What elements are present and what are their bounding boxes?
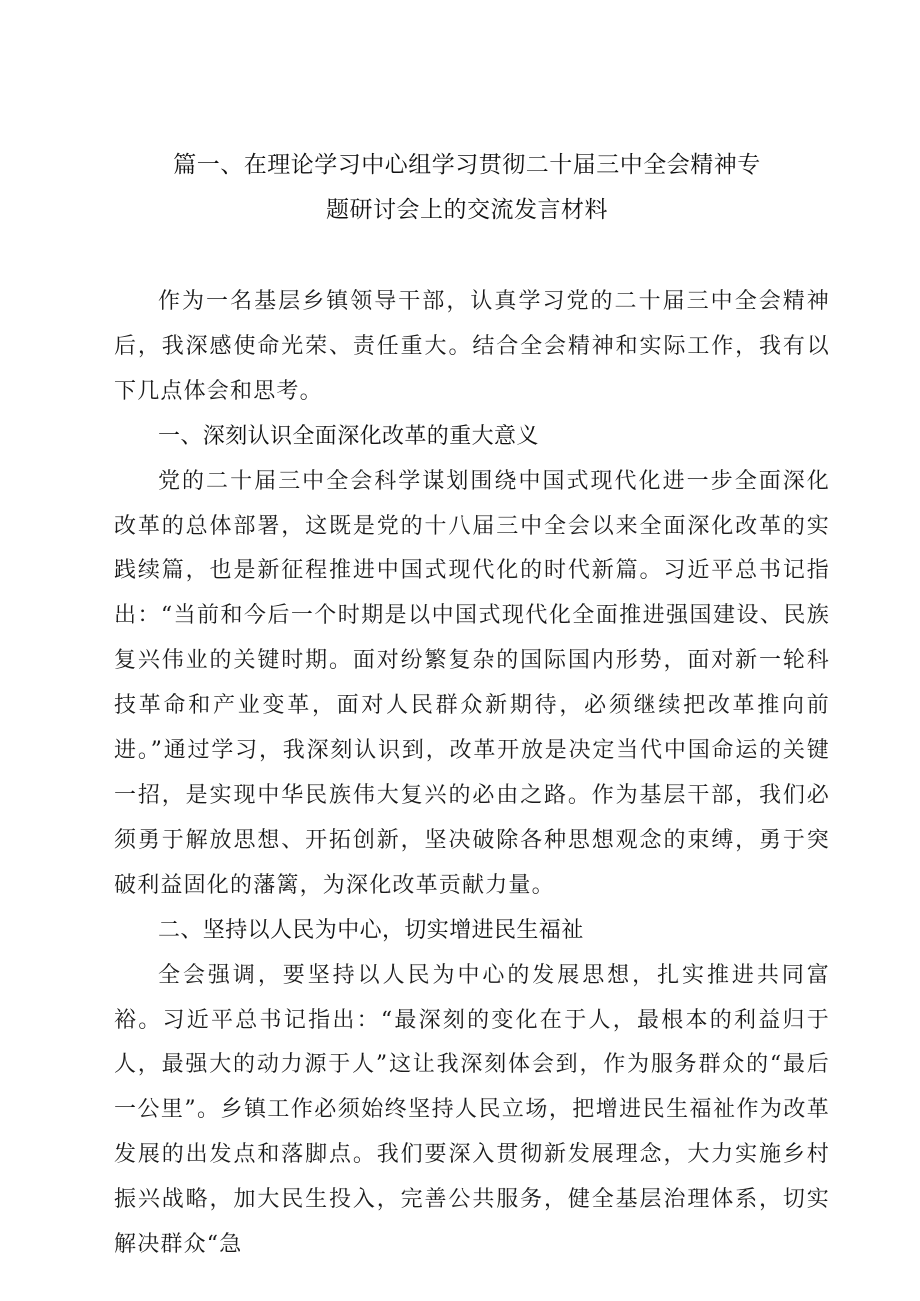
section-1-heading: 一、深刻认识全面深化改革的重大意义 — [158, 423, 539, 449]
section-2-paragraph: 全会强调，要坚持以人民为中心的发展思想，扎实推进共同富裕。习近平总书记指出：“最深刻的变化在于人，最根本的利益归于人，最强大的动力源于人”这让我深刻体会到，作为服务群众的“最后一公里”。乡镇工作必须始终坚持人民立场，把增进民生福祉作为改革发展的出发点和落脚点。我们要深入贯彻新发展理念，大力实施乡村振兴战略，加大民生投入，完善公共服务，健全基层治理体系，切实解决群众“急 — [114, 962, 830, 1258]
section-2-heading: 二、坚持以人民为中心，切实增进民生福祉 — [158, 917, 584, 943]
document-body — [114, 280, 830, 1268]
intro-paragraph: 作为一名基层乡镇领导干部，认真学习党的二十届三中全会精神后，我深感使命光荣、责任重大。结合全会精神和实际工作，我有以下几点体会和思考。 — [114, 289, 830, 404]
document-title-line-1: 篇一、在理论学习中心组学习贯彻二十届三中全会精神专 — [173, 152, 761, 178]
section-1-paragraph: 党的二十届三中全会科学谋划围绕中国式现代化进一步全面深化改革的总体部署，这既是党的十八届三中全会以来全面深化改革的实践续篇，也是新征程推进中国式现代化的时代新篇。习近平总书记指出：“当前和今后一个时期是以中国式现代化全面推进强国建设、民族复兴伟业的关键时期。面对纷繁复杂的国际国内形势，面对新一轮科技革命和产业变革，面对人民群众新期待，必须继续把改革推向前进。”通过学习，我深刻认识到，改革开放是决定当代中国命运的关键一招，是实现中华民族伟大复兴的必由之路。作为基层干部，我们必须勇于解放思想、开拓创新，坚决破除各种思想观念的束缚，勇于突破利益固化的藩篱，为深化改革贡献力量。 — [114, 468, 830, 898]
document-title-line-2: 题研讨会上的交流发言材料 — [326, 197, 608, 223]
